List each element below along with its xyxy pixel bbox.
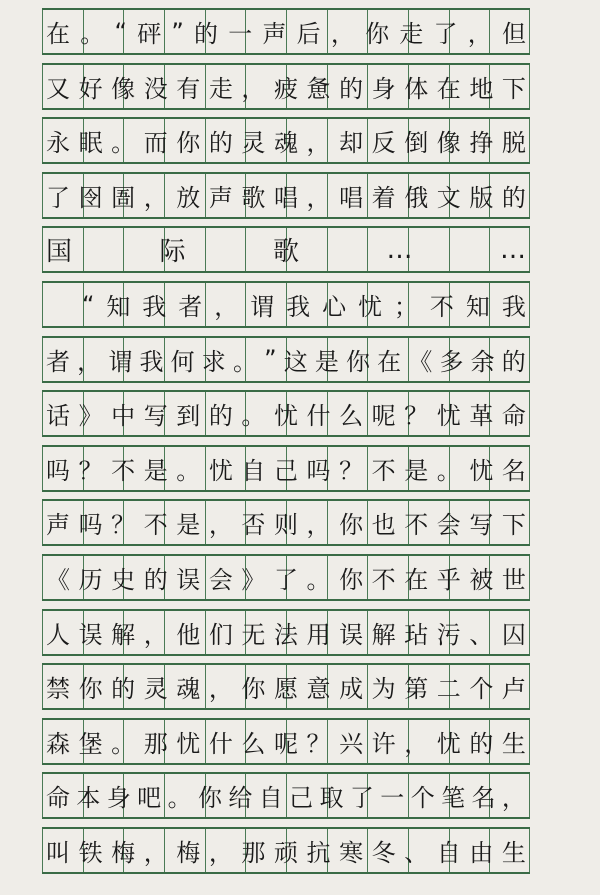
handwritten-line: 在 。 “ 砰 ” 的 一 声 后 ， 你 走 了 ， 但 (46, 17, 526, 48)
grid-row (42, 226, 530, 273)
grid-row (42, 390, 530, 437)
handwritten-line: 永 眠 。 而 你 的 灵 魂 ， 却 反 倒 像 挣 脱 (46, 129, 526, 158)
grid-row (42, 554, 530, 601)
grid-row (42, 63, 530, 110)
handwritten-line: 命 本 身 吧 。 你 给 自 己 取 了 一 个 笔 名 ， (46, 784, 526, 813)
grid-row (42, 172, 530, 219)
handwritten-line: 森 堡 。 那 忧 什 么 呢 ？ 兴 许 ， 忧 的 生 (46, 729, 526, 758)
grid-row (42, 663, 530, 710)
handwritten-line: 了 囹 圄 ， 放 声 歌 唱 ， 唱 着 俄 文 版 的 (46, 183, 526, 212)
handwritten-line: 者 ， 谓 我 何 求 。 ” 这 是 你 在 《 多 余 的 (46, 345, 526, 376)
grid-row (42, 772, 530, 819)
grid-row (42, 499, 530, 546)
grid-row (42, 281, 530, 328)
writing-grid (42, 8, 530, 883)
handwritten-line: 话 》 中 写 到 的 。 忧 什 么 呢 ？ 忧 革 命 (46, 402, 526, 431)
handwritten-line: 又 好 像 没 有 走 ， 疲 惫 的 身 体 在 地 下 (46, 74, 526, 103)
handwritten-line: 《 历 史 的 误 会 》 了 。 你 不 在 乎 被 世 (46, 566, 526, 594)
grid-row (42, 445, 530, 492)
grid-row (42, 827, 530, 874)
grid-row (42, 8, 530, 55)
handwritten-line: 禁 你 的 灵 魂 ， 你 愿 意 成 为 第 二 个 卢 (46, 675, 526, 704)
grid-row (42, 336, 530, 383)
handwritten-line: 国 际 歌 … … (46, 234, 526, 268)
bleed-through-margin (540, 0, 600, 895)
handwritten-line: “ 知 我 者 ， 谓 我 心 忧 ； 不 知 我 (81, 290, 526, 321)
handwritten-line: 声 吗 ？ 不 是 ， 否 则 ， 你 也 不 会 写 下 (46, 511, 526, 540)
grid-row (42, 609, 530, 656)
handwritten-line: 叫 铁 梅 ， 梅 ， 那 顽 抗 寒 冬 、 自 由 生 (46, 839, 526, 867)
handwritten-line: 人 误 解 ， 他 们 无 法 用 误 解 玷 污 、 囚 (46, 620, 526, 649)
grid-row (42, 718, 530, 765)
handwritten-line: 吗 ？ 不 是 。 忧 自 己 吗 ？ 不 是 。 忧 名 (46, 456, 526, 485)
grid-row (42, 117, 530, 164)
